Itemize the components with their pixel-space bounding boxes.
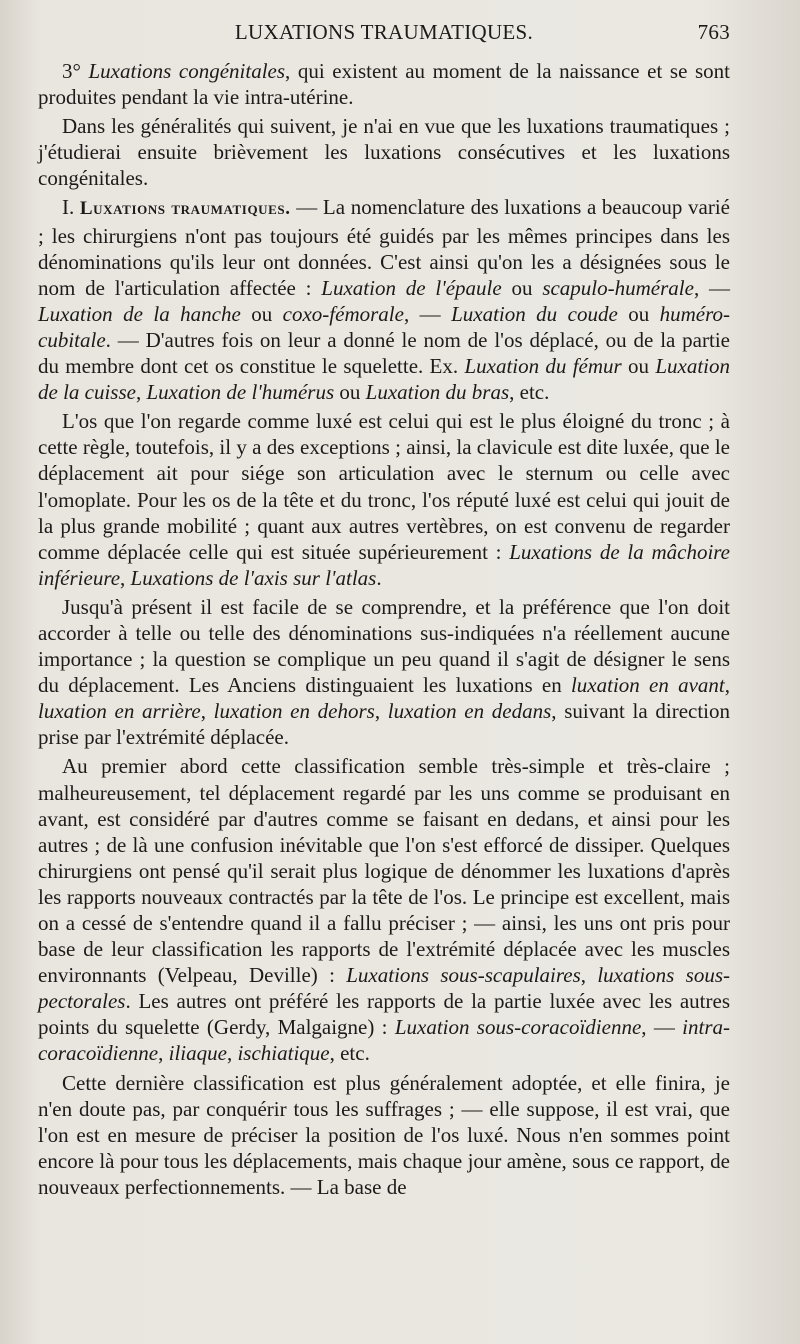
text-run: ou [334,380,366,405]
text-run: L'os que l'on regarde comme luxé est celui qui est le plus éloigné du tronc ; à cette règle, toutefois, il y a des exceptions ; ainsi, la clavicule est dite luxée, que le déplacement ait pour siége son articulation avec le sternum ou celle avec l'omoplate. Pour les os de la tête et du tronc, l'os réputé luxé est celui qui jouit de la plus grande mobilité ; quant aux autres vertèbres, on est convenu de regarder comme déplacée celle qui est située supérieurement : [38,409,730,564]
italic-term: coxo-fémorale [282,301,404,326]
text-run: , etc. [329,1041,370,1066]
text-run: I. [62,195,80,220]
running-title: LUXATIONS TRAUMATIQUES. [234,20,534,44]
text-run: Cette dernière classification est plus généralement adoptée, et elle finira, je n'en doute pas, par conquérir tous les suffrages ; — elle suppose, il est vrai, que l'on est en mesure de préciser la position de l'os luxé. Nous n'en sommes point encore là pour tous les déplacements, mais chaque jour amène, sous ce rapport, de nouveaux perfectionnements. — La base de [38,1070,730,1199]
text-run: . Les autres ont préféré les rapports de la partie luxée avec les autres points du squelette (Gerdy, Malgaigne) : [38,989,730,1040]
section-heading: Luxations traumatiques. [79,198,291,220]
text-run: , etc. [509,380,550,405]
italic-term: Luxations sous-scapulaires [346,963,581,988]
text-run: , — [641,1015,683,1040]
text-run: ou [617,301,660,326]
text-run: , [200,699,214,724]
paragraph [38,594,730,751]
text-run: , [374,699,388,724]
italic-term: Luxations congénitales [88,59,286,83]
italic-term: Luxation du fémur [464,354,622,379]
text-run: Jusqu'à présent il est facile de se comprendre, et la préférence que l'on doit accorder à telle ou telle des dénominations sus-indiquées n'a réellement aucune importance ; la question se complique un peu quand il s'agit de désigner le sens du déplacement. Les Anciens distinguaient les luxations en [38,594,730,698]
text-run: , [724,673,730,698]
italic-term: Luxation de la hanche [38,301,241,326]
italic-term: luxation en arrière [38,699,201,724]
paragraph [38,113,730,191]
text-run: ou [240,301,283,326]
italic-term: Luxations de la mâchoire inférieure [38,539,731,590]
text-run: ou [621,354,656,379]
text-run: 3° [62,59,89,83]
text-run: . — D'autres fois on leur a donné le nom de l'os déplacé, ou de la partie du membre dont cet os constitue le squelette. Ex. [38,327,730,379]
text-run: , — [693,275,731,300]
text-run: — La nomenclature des luxations a beaucoup varié ; les chirurgiens n'ont pas toujours été guidés par les mêmes principes dans les dénominations qu'ils leur ont données. C'est ainsi qu'on les a désignées sous le nom de l'articulation affectée : [38,195,731,300]
paragraph [38,58,730,110]
text-run: Au premier abord cette classification semble très-simple et très-claire ; malheureusement, tel déplacement regardé par les uns comme se produisant en avant, est considéré par d'autres comme se faisant en dedans, et ainsi pour les autres ; de là une confusion inévitable que l'on s'est efforcé de dissiper. Quelques chirurgiens ont pensé qu'il serait plus logique de dénommer les luxations d'après les rapports nouveaux contractés par la tête de l'os. Le principe est excellent, mais on a cessé de s'entendre quand il a fallu préciser ; — ainsi, les uns ont pris pour base de leur classification les rapports de l'extrémité déplacée avec les muscles environnants (Velpeau, Deville) : [38,754,730,988]
italic-term: luxation en dedans [387,699,552,724]
page-number: 763 [697,20,730,44]
text-run: , [135,380,147,405]
italic-term: Luxation sous-coracoïdienne [394,1015,642,1040]
text-run: , [226,1041,238,1066]
italic-term: Luxation du coude [451,301,618,326]
italic-term: Luxation de la cuisse [38,354,730,405]
text-run: , — [403,301,452,326]
italic-term: Luxation de l'épaule [321,275,502,300]
italic-term: scapulo-humérale [542,275,694,300]
text-run: , [120,565,131,590]
paragraph [38,408,730,591]
italic-term: intra-coracoïdienne [38,1015,730,1066]
text-run: ou [501,275,543,300]
italic-term: iliaque [168,1041,227,1066]
body-text [38,58,730,1203]
paragraph [38,753,730,1066]
paragraph [38,194,730,405]
italic-term: Luxation du bras [365,380,510,405]
text-run: , suivant la direction prise par l'extrémité déplacée. [38,699,731,750]
italic-term: ischiatique [237,1041,330,1066]
italic-term: luxation en avant [570,673,725,698]
italic-term: Luxation de l'humérus [146,380,335,405]
italic-term: luxation en dehors [213,699,375,724]
italic-term: luxations sous-pectorales [38,963,730,1014]
italic-term: Luxations de l'axis sur l'atlas [130,565,377,590]
text-run: . [376,565,382,590]
italic-term: huméro-cubitale [38,301,731,352]
text-run: , qui existent au moment de la naissance et se sont produites pendant la vie intra-utérine. [38,59,730,110]
text-run: , [158,1041,169,1066]
paragraph [38,1070,730,1200]
text-run: , [580,963,598,988]
page-header [38,20,730,50]
text-run: Dans les généralités qui suivent, je n'ai en vue que les luxations traumatiques ; j'étudierai ensuite brièvement les luxations consécutives et les luxations congénitales. [38,114,730,191]
